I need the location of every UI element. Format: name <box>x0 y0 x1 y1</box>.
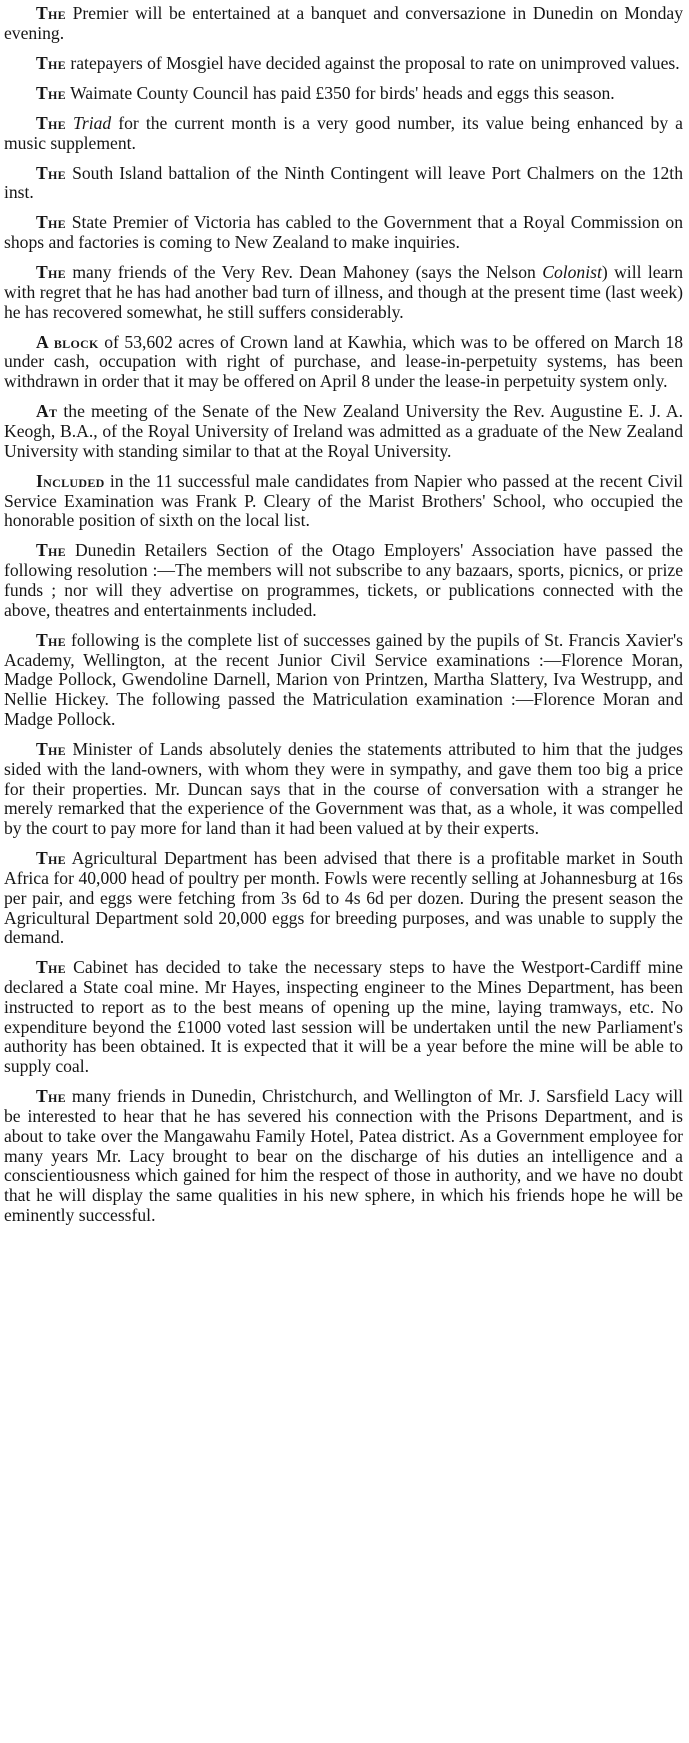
paragraph-lead: A block <box>36 331 99 352</box>
paragraph-text: many friends in Dunedin, Christchurch, and Wellington of Mr. J. Sarsfield Lacy will be interested to hear that he has severed his connection with the Prisons Department, and is about to take over the Mangawahu Family Hotel, Patea district. As a Government employee for many years Mr. Lacy brought to bear on the discharge of his duties an intelligence and a conscientiousness which gained for him the respect of those in authority, and we have no doubt that he will display the same qualities in his new sphere, in which his friends hope he will be eminently successful. <box>4 1086 683 1226</box>
paragraph-text: Dunedin Retailers Section of the Otago Employers' Association have passed the following resolution :—The members will not subscribe to any bazaars, sports, picnics, or prize funds ; nor will they advertise on programmes, tickets, or publications connected with the above, theatres and entertainments included. <box>4 540 683 620</box>
paragraph-text: State Premier of Victoria has cabled to the Government that a Royal Commission on shops and factories is coming to New Zealand to make inquiries. <box>4 212 683 253</box>
news-paragraph-sarsfield-lacy <box>4 1087 683 1226</box>
paragraph-text: the meeting of the Senate of the New Zealand University the Rev. Augustine E. J. A. Keogh, B.A., of the Royal University of Ireland was admitted as a graduate of the New Zealand University with standing similar to that at the Royal University. <box>4 401 683 461</box>
paragraph-text: of 53,602 acres of Crown land at Kawhia, which was to be offered on March 18 under cash, occupation with right of purchase, and lease-in-perpetuity systems, has been withdrawn in order that it may be offered on April 8 under the lease-in perpetuity system only. <box>4 331 684 392</box>
news-paragraph-dunedin-retailers <box>4 541 683 620</box>
paragraph-lead: The <box>36 162 66 183</box>
paragraph-pre-text <box>66 113 73 133</box>
paragraph-lead: The <box>36 848 66 869</box>
paragraph-lead: The <box>36 629 66 650</box>
paragraph-text: Waimate County Council has paid £350 for birds' heads and eggs this season. <box>65 82 615 103</box>
news-paragraph-premier-banquet <box>4 4 683 44</box>
news-paragraph-triad <box>4 114 683 154</box>
publication-title: Colonist <box>542 262 602 283</box>
paragraph-lead: The <box>36 52 66 73</box>
paragraph-text: South Island battalion of the Ninth Contingent will leave Port Chalmers on the 12th inst. <box>4 162 683 203</box>
news-paragraph-poultry-market <box>4 849 683 948</box>
news-paragraph-victoria-commission <box>4 213 683 253</box>
paragraph-text: ratepayers of Mosgiel have decided against the proposal to rate on unimproved values. <box>65 52 680 73</box>
paragraph-lead: The <box>36 262 66 283</box>
news-paragraph-waimate-council <box>4 84 683 104</box>
news-paragraph-westport-mine <box>4 958 683 1077</box>
paragraph-text: in the 11 successful male candidates from Napier who passed at the recent Civil Service Examination was Frank P. Cleary of the Marist Brothers' School, who occupied the honorable position of sixth on the local list. <box>4 470 683 531</box>
paragraph-text: Minister of Lands absolutely denies the statements attributed to him that the judges sided with the land-owners, with whom they were in sympathy, and gave them too big a price for their properties. Mr. Duncan says that in the course of conversation with a stranger he merely remarked that the experience of the Government was that, as a whole, it was compelled by the court to pay more for land than it had been valued at by their experts. <box>4 738 683 839</box>
news-paragraph-ninth-contingent <box>4 164 683 204</box>
paragraph-lead: The <box>36 1086 66 1107</box>
paragraph-text: Premier will be entertained at a banquet and conversazione in Dunedin on Monday evening. <box>4 3 683 43</box>
publication-title: Triad <box>73 112 112 133</box>
news-paragraph-civil-service-napier <box>4 472 683 531</box>
news-paragraph-university-senate <box>4 402 683 461</box>
paragraph-lead: The <box>36 738 66 759</box>
paragraph-lead: The <box>36 82 66 103</box>
paragraph-text: following is the complete list of successes gained by the pupils of St. Francis Xavier's Academy, Wellington, at the recent Junior Civil Service examinations :—Florence Moran, Madge Pollock, Gwendoline Darnell, Marion von Printzen, Martha Slattery, Iva Westrupp, and Nellie Hickey. The following passed the Matriculation examination :—Florence Moran and Madge Pollock. <box>4 629 683 729</box>
news-paragraph-minister-of-lands <box>4 740 683 839</box>
paragraph-lead: At <box>36 401 58 422</box>
news-paragraph-xavier-academy <box>4 631 683 730</box>
paragraph-text: for the current month is a very good number, its value being enhanced by a music supplement. <box>4 112 683 153</box>
paragraph-lead: The <box>36 3 66 23</box>
paragraph-pre-text: many friends of the Very Rev. Dean Mahoney (says the Nelson <box>65 262 543 283</box>
paragraph-lead: The <box>36 112 66 133</box>
paragraph-lead: Included <box>36 470 105 491</box>
news-paragraph-dean-mahoney <box>4 263 683 322</box>
news-paragraph-kawhia-land <box>4 333 683 392</box>
paragraph-lead: The <box>36 212 66 233</box>
paragraph-text: Agricultural Department has been advised that there is a profitable market in South Africa for 40,000 head of poultry per month. Fowls were recently selling at Johannesburg at 16s per pair, and eggs were fetching from 3s 6d to 4s 6d per dozen. During the present season the Agricultural Department sold 20,000 eggs for breeding purposes, and was unable to supply the demand. <box>4 848 683 948</box>
paragraph-lead: The <box>36 540 66 561</box>
paragraph-text: Cabinet has decided to take the necessary steps to have the Westport-Cardiff mine declared a State coal mine. Mr Hayes, inspecting engineer to the Mines Department, has been instructed to report as to the best means of opening up the mine, laying tramways, etc. No expenditure beyond the £1000 voted last session will be undertaken until the new Parliament's authority has been obtained. It is expected that it will be a year before the mine will be able to supply coal. <box>4 957 683 1077</box>
paragraph-lead: The <box>36 957 66 978</box>
news-paragraph-mosgiel-rates <box>4 54 683 74</box>
paragraph-text: ) will learn with regret that he has had another bad turn of illness, and though at the present time (last week) he has recovered somewhat, he still suffers considerably. <box>4 262 684 322</box>
